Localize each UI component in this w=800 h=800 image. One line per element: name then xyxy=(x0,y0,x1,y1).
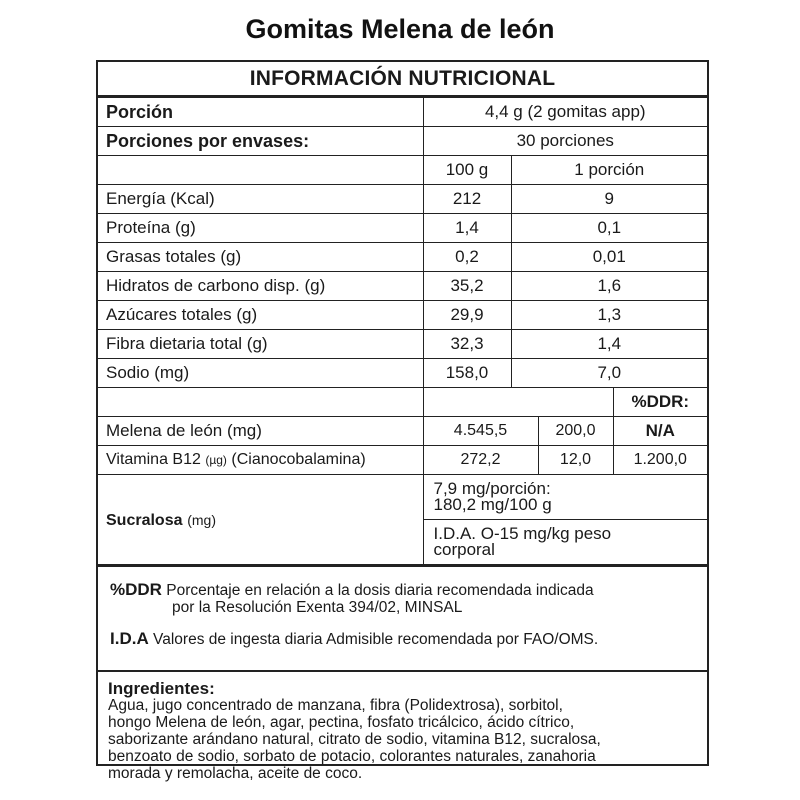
sucralose-line1: 7,9 mg/porción: xyxy=(433,479,551,498)
sucralose-name: Sucralosa xyxy=(106,511,183,529)
nutrient-row xyxy=(98,185,707,214)
extra-ddr: N/A xyxy=(613,417,707,446)
nutrient-per100: 35,2 xyxy=(423,272,511,301)
ingredients-line: saborizante arándano natural, citrato de sodio, vitamina B12, sucralosa, xyxy=(108,731,601,748)
extra-per100: 272,2 xyxy=(423,446,538,475)
servings-row xyxy=(98,127,707,156)
nutrient-row xyxy=(98,214,707,243)
nutrient-name: Energía (Kcal) xyxy=(98,185,423,214)
nutrient-per-portion: 0,1 xyxy=(511,214,707,243)
ingredients-title: Ingredientes: xyxy=(108,679,215,698)
nutrient-per100: 158,0 xyxy=(423,359,511,388)
nutrition-table xyxy=(98,97,707,565)
ida-note-key: I.D.A xyxy=(110,629,149,648)
ida-note-text: Valores de ingesta diaria Admisible recomendada por FAO/OMS. xyxy=(153,631,599,648)
ingredients-line: hongo Melena de león, agar, pectina, fosfato tricálcico, ácido cítrico, xyxy=(108,714,575,731)
nutrient-name: Sodio (mg) xyxy=(98,359,423,388)
ddr-note-key: %DDR xyxy=(110,580,162,599)
nutrient-row xyxy=(98,301,707,330)
sucralose-label-cell xyxy=(98,475,423,565)
empty-cell xyxy=(423,388,613,417)
sucralose-ida-cell xyxy=(423,520,707,565)
page-title: Gomitas Melena de león xyxy=(245,14,555,44)
sucralose-row-a xyxy=(98,475,707,520)
ingredients-line: benzoato de sodio, sorbato de potacio, colorantes naturales, zanahoria xyxy=(108,748,596,765)
extra-unit: (µg) xyxy=(205,453,227,467)
extra-row xyxy=(98,446,707,475)
sucralose-ida1: I.D.A. O-15 mg/kg peso xyxy=(433,524,612,543)
empty-cell xyxy=(98,388,423,417)
extra-row xyxy=(98,417,707,446)
nutrient-per100: 29,9 xyxy=(423,301,511,330)
column-header-row xyxy=(98,156,707,185)
ingredients-line: morada y remolacha, aceite de coco. xyxy=(108,765,363,782)
ingredients-line: Agua, jugo concentrado de manzana, fibra (Polidextrosa), sorbitol, xyxy=(108,697,563,714)
extra-name: Melena de león (mg) xyxy=(98,417,423,446)
nutrient-name: Fibra dietaria total (g) xyxy=(98,330,423,359)
extra-ddr: 1.200,0 xyxy=(613,446,707,475)
nutrient-per-portion: 1,6 xyxy=(511,272,707,301)
nutrient-per-portion: 7,0 xyxy=(511,359,707,388)
sucralose-unit: (mg) xyxy=(187,511,216,528)
empty-header-cell xyxy=(98,156,423,185)
nutrient-row xyxy=(98,359,707,388)
ddr-note-text2: por la Resolución Exenta 394/02, MINSAL xyxy=(172,599,463,616)
nutrient-per100: 1,4 xyxy=(423,214,511,243)
extra-per-portion: 12,0 xyxy=(538,446,613,475)
ida-note xyxy=(110,630,695,648)
nutrition-label xyxy=(96,60,709,782)
nutrient-name: Proteína (g) xyxy=(98,214,423,243)
portion-row xyxy=(98,98,707,127)
nutrient-per-portion: 1,4 xyxy=(511,330,707,359)
nutrient-per100: 212 xyxy=(423,185,511,214)
ddr-header-row xyxy=(98,388,707,417)
label-title: INFORMACIÓN NUTRICIONAL xyxy=(98,62,707,97)
nutrient-per-portion: 1,3 xyxy=(511,301,707,330)
nutrient-per100: 0,2 xyxy=(423,243,511,272)
servings-label: Porciones por envases: xyxy=(98,127,423,156)
extra-name: Vitamina B12 xyxy=(106,451,201,468)
extra-per-portion: 200,0 xyxy=(538,417,613,446)
ingredients-section xyxy=(98,670,707,790)
nutrient-per-portion: 9 xyxy=(511,185,707,214)
sucralose-line2: 180,2 mg/100 g xyxy=(433,495,552,514)
nutrient-row xyxy=(98,272,707,301)
extra-name-cell xyxy=(98,446,423,475)
portion-value: 4,4 g (2 gomitas app) xyxy=(423,98,707,127)
extra-per100: 4.545,5 xyxy=(423,417,538,446)
extra-suffix: (Cianocobalamina) xyxy=(231,451,366,468)
ddr-note-text1: Porcentaje en relación a la dosis diaria recomendada indicada xyxy=(166,582,594,599)
nutrient-name: Hidratos de carbono disp. (g) xyxy=(98,272,423,301)
col-portion-header: 1 porción xyxy=(511,156,707,185)
sucralose-ida2: corporal xyxy=(433,540,495,559)
nutrient-name: Azúcares totales (g) xyxy=(98,301,423,330)
col-100g-header: 100 g xyxy=(423,156,511,185)
nutrient-name: Grasas totales (g) xyxy=(98,243,423,272)
nutrient-row xyxy=(98,330,707,359)
ddr-note xyxy=(110,581,695,616)
nutrient-per100: 32,3 xyxy=(423,330,511,359)
portion-label: Porción xyxy=(98,98,423,127)
sucralose-amount-cell xyxy=(423,475,707,520)
nutrient-per-portion: 0,01 xyxy=(511,243,707,272)
notes-section xyxy=(98,565,707,670)
nutrient-row xyxy=(98,243,707,272)
ddr-header: %DDR: xyxy=(613,388,707,417)
servings-value: 30 porciones xyxy=(423,127,707,156)
